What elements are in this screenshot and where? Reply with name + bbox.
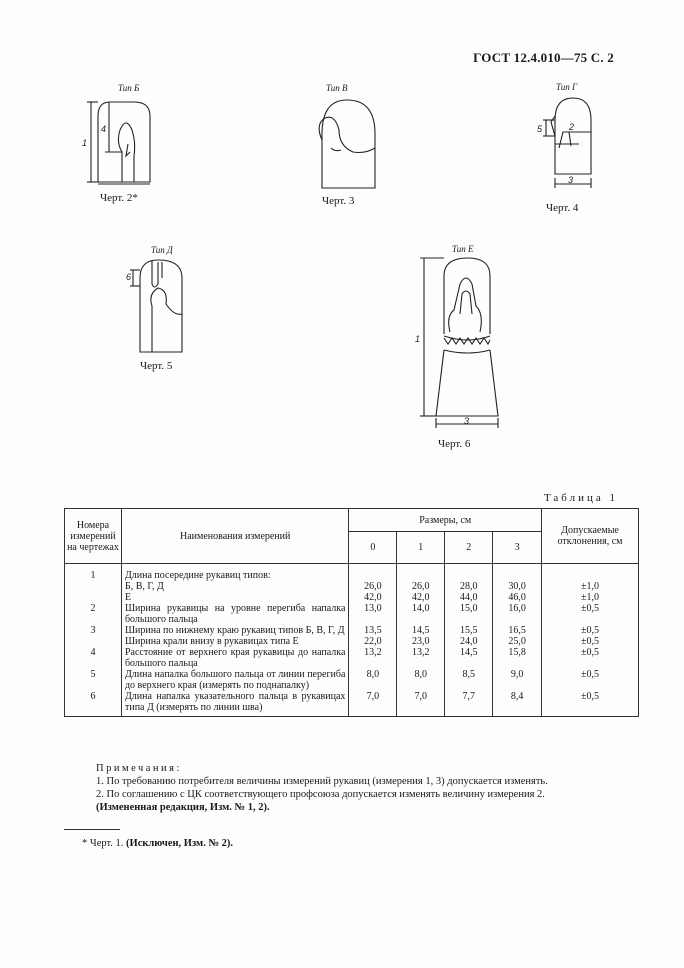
- header-sizes: Размеры, см: [349, 509, 542, 532]
- table-row: [65, 564, 639, 582]
- figure-4-mitten-drawing: [525, 92, 615, 202]
- row-tolerance: ±1,0: [542, 581, 639, 592]
- row-size-value: 23,0: [397, 636, 445, 647]
- figure-4-caption: Черт. 4: [546, 202, 579, 214]
- figure-4-type-label: Тип Г: [556, 82, 578, 92]
- row-name: Б, В, Г, Д: [121, 581, 348, 592]
- row-name: Длина напалка указательного пальца в рукавицах типа Д (измерять по линии шва): [121, 691, 348, 717]
- notes-title: Примечания:: [96, 763, 182, 774]
- row-size-value: 7,0: [349, 691, 397, 717]
- row-name: Ширина крали внизу в рукавицах типа Е: [121, 636, 348, 647]
- row-size-value: 15,0: [445, 603, 493, 625]
- row-tolerance: ±0,5: [542, 669, 639, 691]
- table-row: [65, 625, 639, 636]
- row-size-value: 46,0: [493, 592, 542, 603]
- row-tolerance: ±0,5: [542, 647, 639, 669]
- header-size-0: 0: [349, 532, 397, 564]
- row-number: [65, 636, 122, 647]
- row-size-value: 16,0: [493, 603, 542, 625]
- figure-6-dim-3: 3: [464, 416, 470, 426]
- row-size-value: 26,0: [397, 581, 445, 592]
- row-name: Ширина рукавицы на уровне перегиба напалка большого пальца: [121, 603, 348, 625]
- row-size-value: 15,5: [445, 625, 493, 636]
- row-number: 5: [65, 669, 122, 691]
- header-measurement-name: Наименования измерений: [121, 509, 348, 564]
- figure-6-type-label: Тип Е: [452, 244, 474, 254]
- row-size-value: [445, 564, 493, 582]
- header-size-2: 2: [445, 532, 493, 564]
- figure-2-dim-4: 4: [101, 124, 107, 134]
- row-size-value: 8,0: [349, 669, 397, 691]
- figure-5-type-label: Тип Д: [151, 245, 173, 255]
- figure-2-type-label: Тип Б: [118, 83, 140, 93]
- row-size-value: 8,0: [397, 669, 445, 691]
- table-title: Таблица 1: [543, 492, 618, 504]
- row-size-value: 13,2: [397, 647, 445, 669]
- footnote: [82, 838, 233, 849]
- row-size-value: 14,0: [397, 603, 445, 625]
- figure-4-dim-5: 5: [537, 124, 543, 134]
- row-size-value: 22,0: [349, 636, 397, 647]
- footnote-rule: [64, 829, 120, 830]
- row-size-value: 7,0: [397, 691, 445, 717]
- row-number: 6: [65, 691, 122, 717]
- figure-2-caption: Черт. 2*: [100, 192, 138, 204]
- row-size-value: 30,0: [493, 581, 542, 592]
- row-size-value: 26,0: [349, 581, 397, 592]
- row-size-value: 14,5: [445, 647, 493, 669]
- notes-revision: (Измененная редакция, Изм. № 1, 2).: [96, 802, 270, 813]
- row-tolerance: ±1,0: [542, 592, 639, 603]
- figure-4-dim-2: 2: [569, 122, 575, 132]
- figure-4-dim-3: 3: [568, 175, 574, 185]
- row-name: Длина посередине рукавиц типов:: [121, 564, 348, 582]
- row-tolerance: [542, 564, 639, 582]
- footnote-prefix: * Черт. 1.: [82, 838, 124, 849]
- row-number: 4: [65, 647, 122, 669]
- figure-6-mitten-drawing: [410, 254, 520, 434]
- figure-2-dim-1: 1: [82, 138, 88, 148]
- row-number: [65, 592, 122, 603]
- table-row: [65, 691, 639, 717]
- row-size-value: 44,0: [445, 592, 493, 603]
- row-size-value: [397, 564, 445, 582]
- row-size-value: 42,0: [349, 592, 397, 603]
- row-size-value: 13,5: [349, 625, 397, 636]
- figure-5-dim-6: 6: [126, 272, 132, 282]
- measurements-table: [64, 508, 639, 717]
- table-row: [65, 647, 639, 669]
- note-2: 2. По соглашению с ЦК соответствующего профсоюза допускается изменять величину измерения 2.: [96, 789, 545, 800]
- figure-3-mitten-drawing: [305, 94, 395, 194]
- table-row: [65, 669, 639, 691]
- notes-block: [96, 762, 656, 814]
- figure-6-dim-1: 1: [415, 334, 421, 344]
- figure-3-caption: Черт. 3: [322, 195, 355, 207]
- row-number: [65, 581, 122, 592]
- figure-2-mitten-drawing: [82, 94, 162, 194]
- row-size-value: 7,7: [445, 691, 493, 717]
- row-number: 2: [65, 603, 122, 625]
- row-size-value: 8,5: [445, 669, 493, 691]
- row-size-value: 14,5: [397, 625, 445, 636]
- header-measurement-number: Номера измерений на чертежах: [65, 509, 122, 564]
- row-size-value: 13,2: [349, 647, 397, 669]
- row-name: Длина напалка большого пальца от линии перегиба до верхнего края (измерять по поднапалку): [121, 669, 348, 691]
- row-tolerance: ±0,5: [542, 636, 639, 647]
- table-row: [65, 581, 639, 592]
- header-size-1: 1: [397, 532, 445, 564]
- header-size-3: 3: [493, 532, 542, 564]
- figure-5-mitten-drawing: [126, 256, 206, 356]
- row-name: Расстояние от верхнего края рукавицы до напалка большого пальца: [121, 647, 348, 669]
- row-size-value: 13,0: [349, 603, 397, 625]
- row-tolerance: ±0,5: [542, 625, 639, 636]
- row-size-value: 25,0: [493, 636, 542, 647]
- row-size-value: 9,0: [493, 669, 542, 691]
- row-name: Е: [121, 592, 348, 603]
- document-header: ГОСТ 12.4.010—75 С. 2: [473, 50, 614, 65]
- row-tolerance: ±0,5: [542, 603, 639, 625]
- row-size-value: 15,8: [493, 647, 542, 669]
- row-tolerance: ±0,5: [542, 691, 639, 717]
- table-row: [65, 603, 639, 625]
- figure-5-caption: Черт. 5: [140, 360, 173, 372]
- table-row: [65, 592, 639, 603]
- figure-6-caption: Черт. 6: [438, 438, 471, 450]
- row-number: 3: [65, 625, 122, 636]
- note-1: 1. По требованию потребителя величины измерений рукавиц (измерения 1, 3) допускается изменять.: [96, 776, 548, 787]
- footnote-bold: (Исключен, Изм. № 2).: [126, 838, 233, 849]
- row-size-value: 16,5: [493, 625, 542, 636]
- row-size-value: [493, 564, 542, 582]
- row-name: Ширина по нижнему краю рукавиц типов Б, В, Г, Д: [121, 625, 348, 636]
- figure-3-type-label: Тип В: [326, 83, 348, 93]
- row-size-value: 8,4: [493, 691, 542, 717]
- row-size-value: 28,0: [445, 581, 493, 592]
- header-tolerance: Допускаемые отклонения, см: [542, 509, 639, 564]
- table-row: [65, 636, 639, 647]
- row-size-value: 24,0: [445, 636, 493, 647]
- row-number: 1: [65, 564, 122, 582]
- row-size-value: 42,0: [397, 592, 445, 603]
- row-size-value: [349, 564, 397, 582]
